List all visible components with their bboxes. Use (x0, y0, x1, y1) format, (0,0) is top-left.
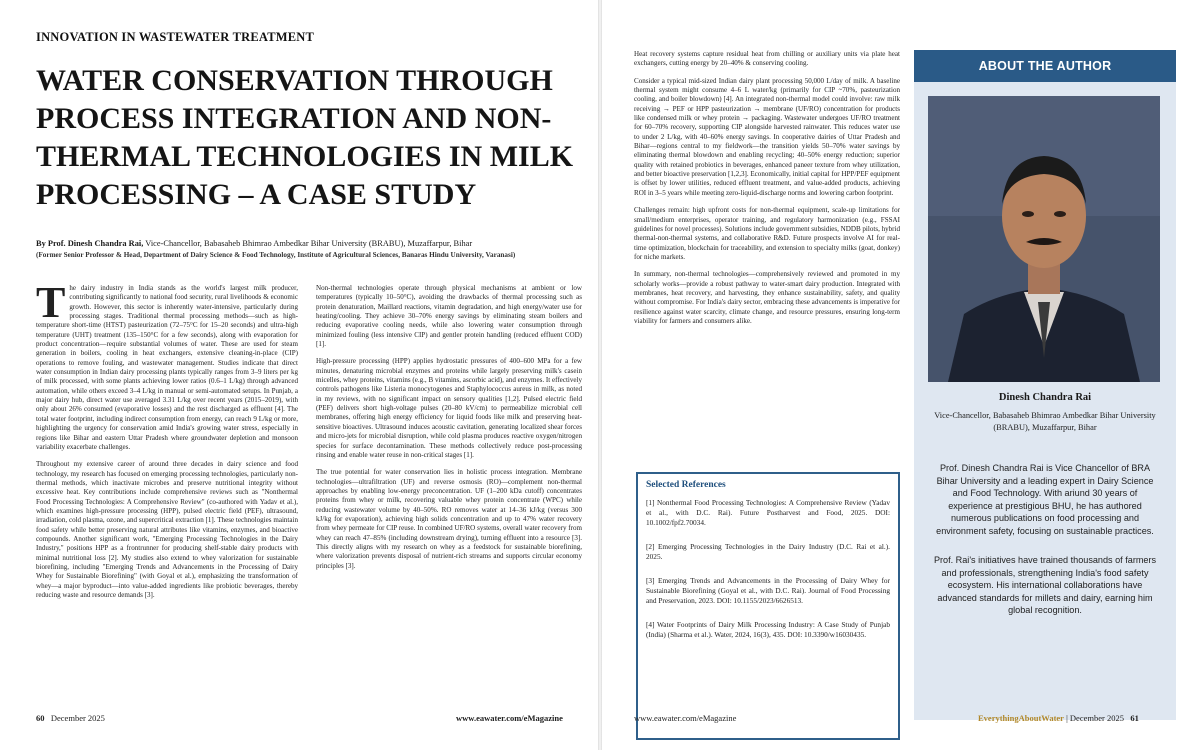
author-portrait-icon (928, 96, 1160, 382)
paragraph: Consider a typical mid-sized Indian dairy plant processing 50,000 L/day of milk. A baseline thermal system might consume 4–6 L water/kg (primarily for CIP ~70%, pasteurization cooling, and boiler blowdown) [4]. An integrated non-thermal model could involve: raw milk receiving → PEF or HPP pasteurization → membrane (UF/RO) concentration for products like condensed milk or whey protein → packaging. Wastewater undergoes UF/RO treatment for 60–70% recovery, supporting CIP alongside harvested rainwater. This reduces water use to under 2 L/kg, with 40–60% energy savings. In cooperative dairies of Uttar Pradesh and Bihar—regions central to my fieldwork—the transition yields 50–70% water savings by eliminating thermal blowdown and enabling recycling; 40–50% energy reduction; superior quality with retained probiotics in beverages, enhanced paneer texture from whey utilization, and better bioactive preservation [1,2,3]. Economically, initial capital for HPP/PEF equipment is offset by lower utilities, reduced effluent treatment, and value-added products, achieving ROI in 3–5 years while meeting zero-liquid-discharge norms and lowering carbon footprint. (634, 76, 900, 197)
article-title: WATER CONSERVATION THROUGH PROCESS INTEGRATION AND NON-THERMAL TECHNOLOGIES IN MILK PROCESSING – A CASE STUDY (36, 64, 574, 211)
paragraph-text: he dairy industry in India stands as the world's largest milk producer, contributing significantly to national food security, rural livelihoods & economic growth. However, this sector is inherently water-intensive, particularly during processing stages. Traditional thermal processing methods—such as high-temperature short-time (HTST) pasteurization (72–75°C for 15–20 seconds) and ultra-high temperature (UHT) treatment (135–150°C for a few seconds), along with evaporation for product concentration—require substantial volumes of water. These are used for steam generation in boilers, cooling in heat exchangers, extensive cleaning-in-place (CIP) operations to remove fouling, and wastewater management. Studies indicate that direct water consumption in Indian dairy processing plants typically ranges from 3–9 liters per kg of milk processed, with some plants achieving lower ratios (0.6–1 L/kg) through advanced automation, while others exceed 3–4 L/kg in manual or semi-automated setups. In Punjab, a major dairy hub, direct water use averaged 3.31 L/kg over recent years (2015–2019), with only about 26% consumed (evaporative losses) and the rest discharged as effluent [4]. The total water footprint, including indirect consumption from energy, can reach 9 L/kg or more, highlighting the urgency for conservation amid India's growing water stress, especially in regions like Bihar and eastern Uttar Pradesh where groundwater depletion and monsoon variability exacerbate challenges. (36, 284, 298, 451)
paragraph: Non-thermal technologies operate through physical mechanisms at ambient or low temperatures (typically 10–50°C), avoiding the drawbacks of thermal processing such as protein denaturation, Maillard reactions, vitamin degradation, and high energy/water use for heating/cooling. They achieve 30–70% energy savings by eliminating steam boilers and reducing evaporative cooling needs, while also lowering water consumption through minimized fouling (less intensive CIP) and gentler protein handling (reduced effluent COD) [1]. (316, 284, 582, 349)
author-bio: Prof. Dinesh Chandra Rai is Vice Chancellor of BRA Bihar University and a leading expert in Dairy Science and Food Technology. With ariund 30 years of experience at prestigious BHU, he has authored numerous publications on food processing and environment safety, focusing on sustainable practices. (936, 463, 1154, 536)
magazine-brand: EverythingAboutWater (978, 713, 1064, 723)
paragraph: High-pressure processing (HPP) applies hydrostatic pressures of 400–600 MPa for a few minutes, denaturing microbial enzymes and proteins while largely preserving milk's casein micelles, whey proteins, vitamins (e.g., B vitamins, ascorbic acid), and enzymes. It effectively controls pathogens like Listeria monocytogenes and Staphylococcus aureus in milk, as noted in my reviews, with no significant impact on sensory qualities [1,2]. Pulsed electric field (PEF) delivers short high-voltage pulses (20–80 kV/cm) to permeabilize microbial cell membranes, offering high energy efficiency for liquid foods like milk and preserving heat-sensitive bioactives. Ultrasound induces acoustic cavitation, generating localized shear forces and micro-jets for microbial disruption, while cold plasma produces reactive oxygen/nitrogen species for surface decontamination. These methods collectively reduce post-processing rinsing and enable water reuse in non-critical stages [1]. (316, 357, 582, 459)
author-name: Dinesh Chandra Rai (998, 392, 1092, 403)
footer-separator: | (1066, 713, 1068, 723)
page-number: 61 (1130, 713, 1139, 723)
author-photo (928, 96, 1160, 382)
page-number: 60 (36, 713, 45, 723)
column-2 (316, 284, 582, 579)
right-page (600, 0, 1200, 750)
reference-item: [4] Water Footprints of Dairy Milk Processing Industry: A Case Study of Punjab (India) (Sharma et al.). Water, 2024, 16(3), 435. DOI: 10.3390/w16030435. (646, 620, 890, 639)
author-bio: Prof. Rai's initiatives have trained thousands of farmers and professionals, strengthening India's food safety ecosystem. His international collaborations have advanced standards for millets and dairy, earning him global recognition. (933, 555, 1157, 616)
about-author-panel (914, 50, 1176, 720)
paragraph: Heat recovery systems capture residual heat from chilling or auxiliary units via plate heat exchangers, cutting energy by 20–40% & conserving cooling. (634, 50, 900, 68)
section-kicker: INNOVATION IN WASTEWATER TREATMENT (36, 30, 315, 44)
footer-url[interactable]: www.eawater.com/eMagazine (456, 713, 563, 723)
column-1 (36, 278, 298, 608)
reference-item: [1] Nonthermal Food Processing Technologies: A Comprehensive Review (Yadav et al., with D.C. Rai). Future Postharvest and Food, 2025. DOI: 10.1002/fpf2.70034. (646, 498, 890, 527)
paragraph: Challenges remain: high upfront costs for non-thermal equipment, scale-up limitations for small/medium enterprises, operator training, and regulatory harmonization (e.g., FSSAI guidelines for novel processes). Solutions include government subsidies, NDDB pilots, hybrid thermal-non-thermal systems, and collaborative R&D. Future prospects involve AI for real-time optimization, blockchain for traceability, and extension to specialty milks (goat, donkey) for niche markets. (634, 206, 900, 261)
references-box (636, 472, 900, 740)
byline-author: By Prof. Dinesh Chandra Rai, (36, 239, 144, 248)
author-role: Vice-Chancellor, Babasaheb Bhimrao Ambedkar Bihar University (BRABU), Muzaffarpur, Bihar (934, 411, 1156, 432)
column-3 (634, 50, 900, 334)
footer-date: December 2025 (1069, 713, 1124, 723)
footer-right (978, 713, 1139, 723)
references-title: Selected References (646, 480, 726, 490)
byline-role: Vice-Chancellor, Babasaheb Bhimrao Ambedkar Bihar University (BRABU), Muzaffarpur, Bihar (145, 239, 473, 248)
paragraph: The true potential for water conservation lies in holistic process integration. Membrane technologies—ultrafiltration (UF) and reverse osmosis (RO)—complement non-thermal approaches by enabling low-energy preconcentration. UF (1–200 kDa cutoff) concentrates proteins from whey or milk, recovering valuable whey protein concentrate (WPC) while reducing wastewater volume by 40–50%. RO removes water at 14–36 kJ/kg (versus 300 kJ/kg for evaporation), achieving high solids concentration and up to 47% water recovery from whey permeate for CIP reuse. In combined UF/RO systems, overall water recovery from whey can reach 47–85% (including downstream drying), turning effluent into a resource [3]. This directly aligns with my research on whey as a feedstock for sustainable biorefining, where valorization prevents disposal of nutrient-rich streams and supports circular economy principles [3]. (316, 468, 582, 570)
reference-item: [2] Emerging Processing Technologies in the Dairy Industry (D.C. Rai et al.). 2025. (646, 542, 890, 561)
byline-former: (Former Senior Professor & Head, Department of Dairy Science & Food Technology, Institute of Agricultural Sciences, Banaras Hindu University, Varanasi) (36, 251, 516, 259)
footer-url[interactable]: www.eawater.com/eMagazine (634, 713, 737, 723)
paragraph (36, 278, 298, 452)
reference-item: [3] Emerging Trends and Advancements in the Processing of Dairy Whey for Sustainable Biorefining (Goyal et al., with D.C. Rai). Journal of Food Processing and Preservation, 2023. DOI: 10.1155/2023/6626513. (646, 576, 890, 605)
paragraph: Throughout my extensive career of around three decades in dairy science and food technology, my research has focused on emerging processing technologies, particularly non-thermal methods, which inactivate microbes and preserve nutritional integrity without excessive heat. Key contributions include comprehensive reviews such as "Nonthermal Food Processing Technologies: A Comprehensive Review" (co-authored with Yadav et al.), which examines high-pressure processing (HPP), pulsed electric field (PEF), ultrasound, irradiation, cold plasma, ozone, and supercritical extraction [1]. These technologies maintain food safety while better preserving natural attributes like vitamins, enzymes, and bioactive compounds. Another significant work, "Emerging Processing Technologies in the Dairy Industry," positions HPP as a frontrunner for producing shelf-stable dairy products with minimal nutritional loss [2]. My studies also extend to whey valorization for sustainable biorefining, including "Emerging Trends and Advancements in the Processing of Dairy Whey for Sustainable Biorefining" (with Goyal et al.), emphasizing the transformation of whey—a major byproduct—into value-added ingredients like probiotic beverages, thereby reducing waste and resource demands [3]. (36, 460, 298, 599)
footer-date: December 2025 (50, 713, 105, 723)
paragraph: In summary, non-thermal technologies—comprehensively reviewed and promoted in my scholarly works—provide a robust pathway to water-smart dairy production. Integrated with membranes, heat recovery, and harvesting, they enhance sustainability, safety, and quality without compromise. For India's dairy sector, embracing these advancements is imperative for resilience against water scarcity, climate change, and resource pressures, ensuring long-term viability for farmers and consumers alike. (634, 270, 900, 325)
drop-cap: T (36, 278, 66, 327)
footer-left (36, 713, 105, 723)
byline (36, 238, 576, 250)
about-author-header: ABOUT THE AUTHOR (914, 50, 1176, 82)
